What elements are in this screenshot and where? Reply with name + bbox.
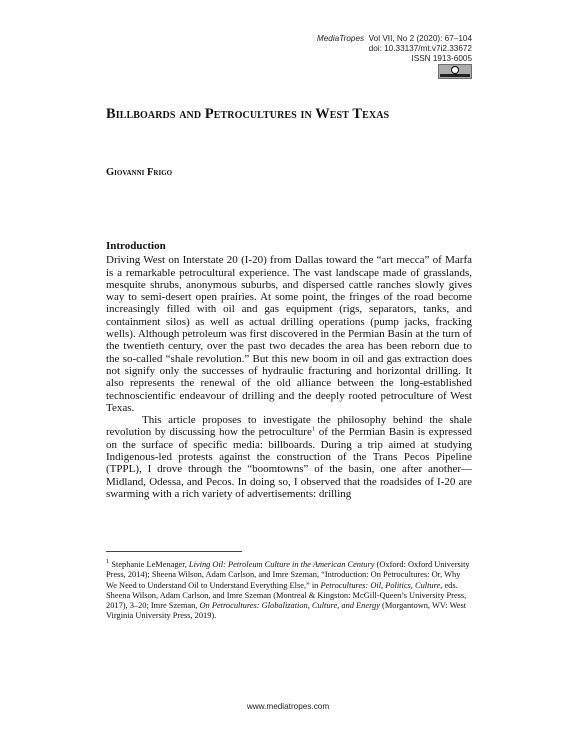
body-paragraph-1: Driving West on Interstate 20 (I-20) from Dallas toward the “art mecca” of Marfa is a remarkable petrocultural experience. The vast landscape made of grasslands, mesquite shrubs, anonymous suburbs, and dispersed cattle ranches slowly gives way to semi-desert open prairies. At some point, the fringes of the road become increasingly filled with oil and gas equipment (rigs, separators, tanks, and containment silos) as well as actual drilling operations (pump jacks, fracking wells). Although petroleum was first discovered in the Permian Basin at the turn of the twentieth century, over the past two decades the area has been reborn due to the so-called “shale revolution.” But this new boom in oil and gas extraction does not signify only the successes of hydraulic fracturing and horizontal drilling. It also represents the renewal of the old alliance between the long-established technoscientific endeavour of drilling and the deeply rooted petroculture of West Texas. [106, 254, 472, 414]
footnote-number: 1 [106, 558, 110, 566]
article-doi[interactable]: doi: 10.33137/mt.v7i2.33672 [368, 43, 472, 53]
journal-name: MediaTropes [316, 34, 365, 43]
paragraph-2-text-a: This article proposes to investigate the philosophy behind the shale revolution by discussing how the petroculture [106, 414, 472, 439]
footnote-divider [106, 551, 242, 552]
article-author: Giovanni Frigo [106, 167, 173, 178]
footnote-text-2: (Oxford: Oxford University Press, 2014); Sheena Wilson, Adam Carlson, and Imre Szeman, “Introduction: On Petrocultures: Or, Why We Need to Understand Oil to Understand Everything Else,” in [106, 560, 470, 590]
journal-issn: ISSN 1913-6005 [411, 53, 472, 63]
footnote-book-title-1: Living Oil: Petroleum Culture in the American Century [188, 560, 375, 569]
journal-website-link[interactable]: www.mediatropes.com [246, 702, 330, 711]
footnote-text-1: Stephanie LeMenager, [109, 560, 189, 569]
footnote-text-4: (Morgantown, WV: West Virginia University Press, 2019). [106, 601, 467, 621]
journal-header [317, 34, 472, 82]
cc-logo-icon [451, 66, 459, 74]
page-footer [0, 702, 576, 711]
footnote-book-title-3: On Petrocultures: Globalization, Culture, and Energy [199, 601, 380, 611]
section-heading: Introduction [106, 240, 166, 252]
journal-citation [317, 34, 472, 44]
cc-license-icon[interactable] [438, 64, 472, 79]
article-title: Billboards and Petrocultures in West Texas [106, 106, 390, 122]
footnote-1 [106, 560, 472, 622]
cc-license-strip [440, 74, 470, 77]
footnote-text-3: , eds. Sheena Wilson, Adam Carlson, and Imre Szeman (Montreal & Kingston: McGill-Queen’s University Press, 2017), 3–20; Imre Szeman, [106, 580, 467, 611]
article-body [106, 240, 472, 500]
journal-volume: Vol VII, No 2 (2020): 67–104 [368, 34, 472, 43]
body-paragraph-2 [106, 414, 472, 500]
footnote-book-title-2: Petrocultures: Oil, Politics, Culture [320, 580, 441, 590]
paragraph-2-text-b: of the Permian Basin is expressed on the surface of specific media: billboards. During a trip aimed at studying Indigenous-led protests against the construction of the Trans Pecos Pipeline (TPPL), I drove through the “boomtowns” of the basin, one after another—Midland, Odessa, and Pecos. In doing so, I observed that the roadsides of I-20 are swarming with a rich variety of advertisements: drilling [106, 426, 472, 500]
footnote-ref-1[interactable]: 1 [311, 425, 316, 433]
